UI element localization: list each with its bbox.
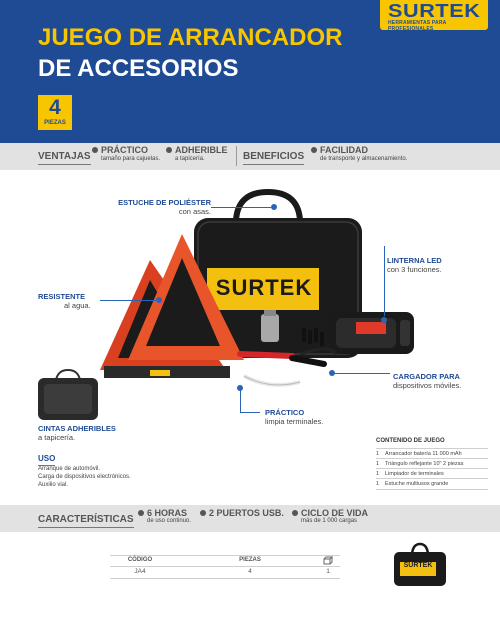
beneficios-label: BENEFICIOS (243, 151, 304, 165)
uso-item: Auxilio vial. (38, 482, 69, 488)
callout-linterna (387, 256, 442, 274)
callout-linterna-sub: con 3 funciones. (387, 265, 442, 274)
callout-resistente-head: RESISTENTE (38, 292, 86, 301)
table-header-codigo: CÓDIGO (127, 557, 153, 563)
table-rule (110, 578, 340, 579)
title-line2: DE ACCESORIOS (38, 55, 239, 82)
product-illustration (0, 170, 500, 450)
callout-cintas-sub: a tapicería. (38, 433, 76, 442)
beneficio-sub: de transporte y almacenamiento. (320, 156, 408, 162)
caracteristica-sub: más de 1 000 cargas (301, 518, 358, 524)
contenido-text: Estuche multiusos grande (385, 481, 449, 487)
contenido-qty: 1 (376, 461, 380, 467)
box-icon (323, 556, 333, 565)
callout-practico (265, 408, 323, 426)
bag-thumbnail (38, 370, 98, 420)
table-rule (110, 555, 340, 556)
contenido-qty: 1 (376, 471, 380, 477)
table-cell-piezas: 4 (248, 568, 252, 575)
ventaja-head: PRÁCTICO (101, 145, 148, 155)
table-rule (110, 566, 340, 567)
caracteristica-head: 6 HORAS (147, 508, 188, 518)
brand-tagline: HERRAMIENTAS PARA PROFESIONALES (388, 20, 447, 32)
contenido-qty: 1 (376, 481, 380, 487)
caracteristica-head: 2 PUERTOS USB. (209, 508, 284, 518)
table-cell-caja: 1 (326, 568, 330, 575)
pieces-count: 4 (49, 96, 61, 119)
caracteristicas-label: CARACTERÍSTICAS (38, 514, 134, 528)
contenido-text: Arrancador batería 11 000 mAh (385, 451, 462, 457)
title-line1: JUEGO DE ARRANCADOR (38, 24, 343, 51)
jump-starter (330, 312, 414, 354)
ventaja-sub: tamaño para cajuelas. (101, 156, 161, 162)
callout-resistente-sub: al agua. (64, 301, 91, 310)
caracteristica-head: CICLO DE VIDA (301, 508, 369, 518)
bullet-dot (200, 510, 206, 516)
table-header-piezas: PIEZAS (239, 557, 261, 563)
bag-logo-text: SURTEK (215, 275, 313, 300)
brand-logo (380, 0, 488, 30)
contenido-qty: 1 (376, 451, 380, 457)
bullet-dot (311, 147, 317, 153)
bullet-dot (138, 510, 144, 516)
bullet-dot (292, 510, 298, 516)
callout-resistente (38, 292, 91, 310)
bullet-dot (92, 147, 98, 153)
callout-practico-sub: limpia terminales. (265, 417, 324, 426)
uso-heading: USO (38, 454, 55, 466)
bullet-dot (166, 147, 172, 153)
callout-estuche-sub: con asas. (178, 207, 211, 216)
ventajas-label: VENTAJAS (38, 151, 91, 165)
uso-item: Arranque de automóvil. (38, 466, 101, 472)
contenido-text: Triángulo reflejante 10" 2 piezas (385, 461, 464, 467)
callout-estuche (103, 198, 211, 216)
callout-cargador (393, 372, 461, 390)
callout-cintas-head: CINTAS ADHERIBLES (38, 424, 116, 433)
divider (236, 146, 237, 166)
callout-cargador-head: CARGADOR PARA (393, 372, 460, 381)
callout-estuche-head: ESTUCHE DE POLIÉSTER (118, 198, 211, 207)
pieces-unit: PIEZAS (44, 120, 66, 126)
contenido-row (376, 478, 488, 490)
beneficio-head: FACILIDAD (320, 145, 368, 155)
contenido-text: Limpiador de terminales (385, 471, 444, 477)
contenido-heading: CONTENIDO DE JUEGO (376, 438, 445, 444)
table-cell-codigo: JA4 (134, 568, 146, 575)
caracteristica-sub: de uso continuo. (147, 518, 192, 524)
ventaja-sub: a tapicería. (175, 156, 205, 162)
callout-practico-head: PRÁCTICO (265, 408, 305, 417)
brand-name: SURTEK (388, 1, 481, 21)
callout-cargador-sub: dispositivos móviles. (393, 381, 462, 390)
thumbnail-logo-text: SURTEK (403, 562, 433, 569)
uso-item: Carga de dispositivos electrónicos. (38, 474, 131, 480)
pieces-badge (38, 95, 72, 130)
terminal-cleaner (261, 310, 279, 342)
ventaja-head: ADHERIBLE (175, 145, 228, 155)
callout-linterna-head: LINTERNA LED (387, 256, 442, 265)
callout-cintas (38, 424, 116, 442)
